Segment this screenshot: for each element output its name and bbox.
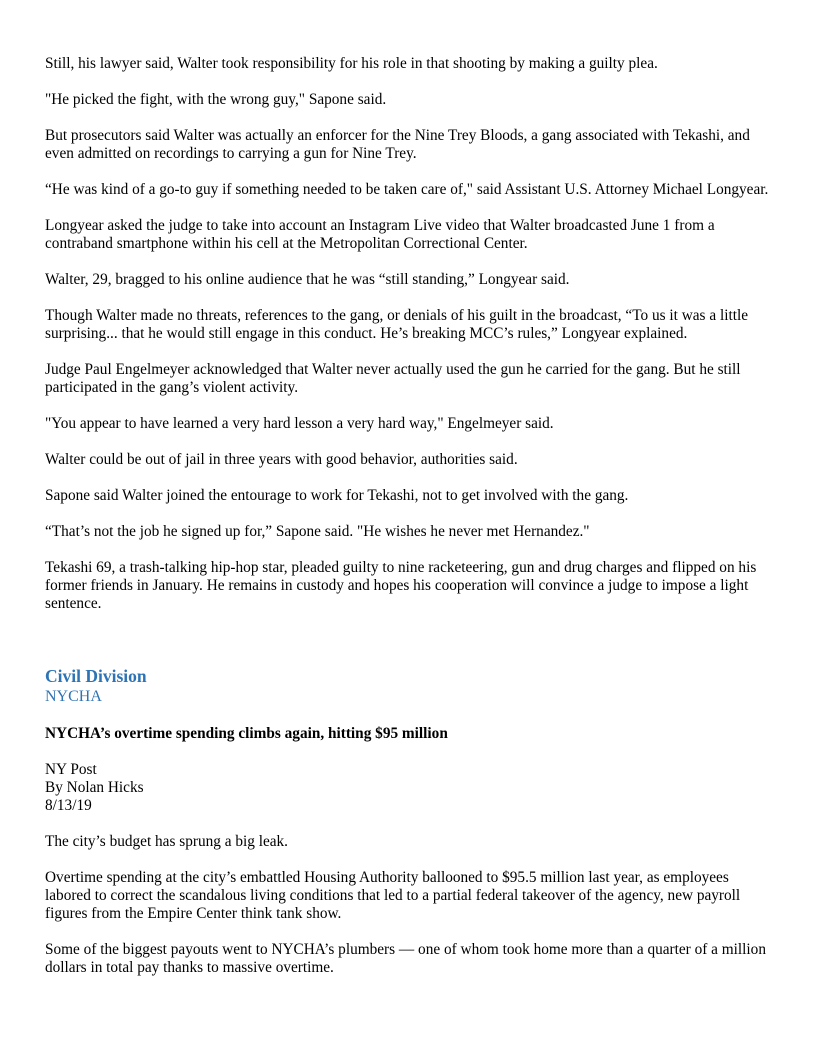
paragraph: Tekashi 69, a trash-talking hip-hop star, pleaded guilty to nine racketeering, gun and drug charges and flipped on his former friends in January. He remains in custody and hopes his cooperation will convince a judge to impose a light sentence.	[45, 559, 757, 612]
section-subtitle: NYCHA	[45, 688, 102, 705]
paragraph: Longyear asked the judge to take into account an Instagram Live video that Walter broadcasted June 1 from a contraband smartphone within his cell at the Metropolitan Correctional Center.	[45, 217, 715, 252]
paragraph: Sapone said Walter joined the entourage to work for Tekashi, not to get involved with the gang.	[45, 487, 629, 504]
article-source: NY Post	[45, 761, 97, 778]
paragraph: Overtime spending at the city’s embattled Housing Authority ballooned to $95.5 million last year, as employees labored to correct the scandalous living conditions that led to a partial federal takeover of the agency, new payroll figures from the Empire Center think tank show.	[45, 869, 741, 922]
section-title: Civil Division	[45, 666, 147, 686]
paragraph: Still, his lawyer said, Walter took responsibility for his role in that shooting by making a guilty plea.	[45, 55, 658, 72]
paragraph: “That’s not the job he signed up for,” Sapone said. "He wishes he never met Hernandez."	[45, 523, 590, 540]
paragraph: But prosecutors said Walter was actually an enforcer for the Nine Trey Bloods, a gang associated with Tekashi, and even admitted on recordings to carrying a gun for Nine Trey.	[45, 127, 750, 162]
article-nycha	[45, 725, 775, 977]
paragraph: Judge Paul Engelmeyer acknowledged that Walter never actually used the gun he carried for the gang. But he still participated in the gang’s violent activity.	[45, 361, 741, 396]
paragraph: Walter could be out of jail in three years with good behavior, authorities said.	[45, 451, 518, 468]
paragraph: Walter, 29, bragged to his online audience that he was “still standing,” Longyear said.	[45, 271, 570, 288]
article-date: 8/13/19	[45, 797, 92, 814]
article-byline	[45, 761, 775, 815]
paragraph: Though Walter made no threats, references to the gang, or denials of his guilt in the broadcast, “To us it was a little surprising... that he would still engage in this conduct. He’s breaking MCC’s rules,” Longyear explained.	[45, 307, 748, 342]
article-continuation	[45, 55, 775, 613]
paragraph: "You appear to have learned a very hard lesson a very hard way," Engelmeyer said.	[45, 415, 554, 432]
paragraph: The city’s budget has sprung a big leak.	[45, 833, 288, 850]
paragraph: "He picked the fight, with the wrong guy," Sapone said.	[45, 91, 387, 108]
paragraph: Some of the biggest payouts went to NYCHA’s plumbers — one of whom took home more than a quarter of a million dollars in total pay thanks to massive overtime.	[45, 941, 766, 976]
section-spacer	[45, 631, 775, 665]
paragraph: “He was kind of a go-to guy if something needed to be taken care of," said Assistant U.S. Attorney Michael Longyear.	[45, 181, 769, 198]
document-page	[45, 55, 775, 995]
article-headline: NYCHA’s overtime spending climbs again, hitting $95 million	[45, 725, 448, 742]
article-author: By Nolan Hicks	[45, 779, 144, 796]
